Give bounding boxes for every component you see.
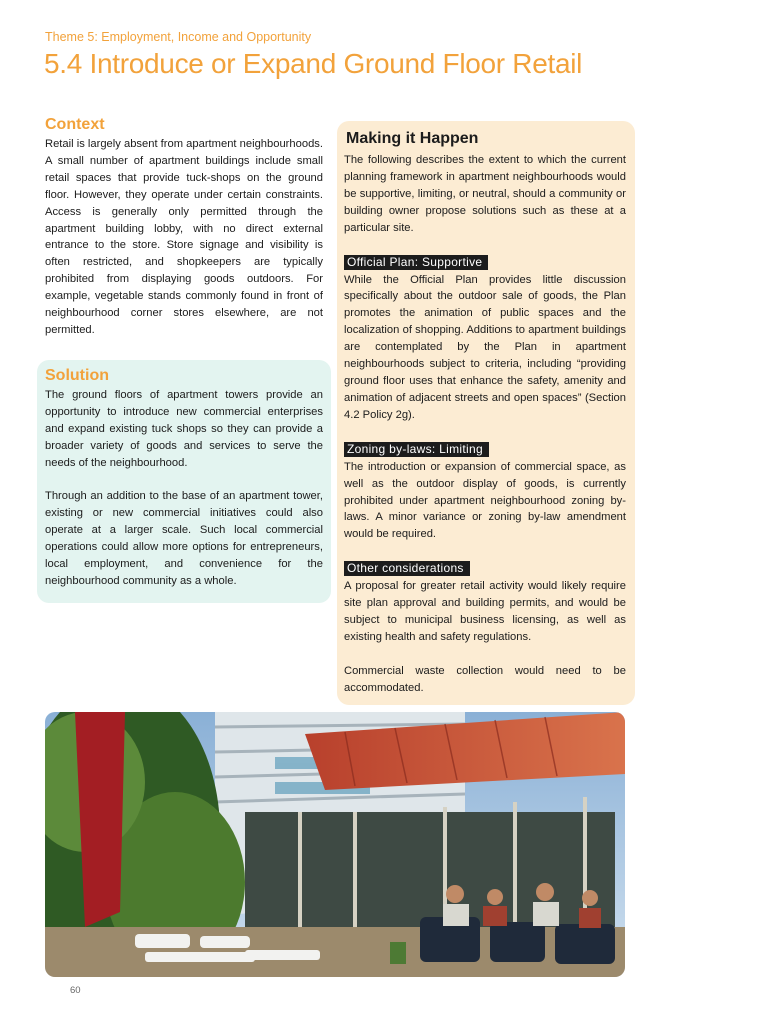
page-number: 60 [70, 985, 81, 996]
solution-paragraph-2: Through an addition to the base of an apartment tower, existing or new commercial initiatives could also operate at a larger scale. Such local commercial operations could allow more options for entrepreneurs, local employment, and convenience for the neighbourhood community as a whole. [45, 490, 323, 587]
solution-heading: Solution [45, 367, 109, 384]
solution-section [45, 367, 323, 590]
other-considerations-subheading: Other considerations [344, 561, 470, 576]
context-body: Retail is largely absent from apartment neighbourhoods. A small number of apartment buildings include small retail spaces that provide tuck-shops on the ground floor. However, they operate under certain constraints. Access is generally only permitted through the apartment building lobby, with no direct external entrance to the store. Store signage and visibility is often restricted, and shopkeepers are typically prohibited from displaying goods outdoors. For example, vegetable stands commonly found in front of neighbourhood corner stores elsewhere, are not permitted. [45, 138, 323, 336]
making-it-happen-heading: Making it Happen [346, 130, 479, 147]
official-plan-subheading: Official Plan: Supportive [344, 255, 488, 270]
making-it-happen-intro: The following describes the extent to which the current planning framework in apartment neighbourhoods would be supportive, limiting, or neutral, should a community or building owner propose solutions such as these at a particular site. [344, 154, 626, 234]
zoning-body: The introduction or expansion of commercial space, as well as the outdoor display of goods, is currently prohibited under apartment neighbourhood zoning by-laws. A minor variance or zoning by-law amendment would be required. [344, 460, 626, 541]
photo-illustration [45, 712, 625, 977]
context-section [45, 116, 323, 339]
other-considerations-body-1: A proposal for greater retail activity would likely require site plan approval and building permits, and would be subject to municipal business licensing, as well as existing health and safety regulations. [344, 580, 626, 643]
official-plan-body: While the Official Plan provides little discussion specifically about the outdoor sale of goods, the Plan promotes the animation of public spaces and the localization of shopping. Additions to apartment buildings are contemplated by the Plan in apartment neighbourhoods subject to criteria, including “providing ground floor uses that enhance the safety, amenity and animation of adjacent streets and open spaces” (Section 4.2 Policy 2g). [344, 273, 626, 421]
other-considerations-body-2: Commercial waste collection would need to be accommodated. [344, 664, 626, 694]
context-heading: Context [45, 116, 105, 133]
theme-label: Theme 5: Employment, Income and Opportunity [45, 30, 312, 44]
solution-paragraph-1: The ground floors of apartment towers provide an opportunity to introduce new commercial enterprises and expand existing tuck shops so they can provide a broader variety of goods and services to serve the needs of the neighbourhood. [45, 389, 323, 469]
storefront-patio-photo [45, 712, 625, 977]
making-it-happen-section [344, 130, 626, 697]
zoning-subheading: Zoning by-laws: Limiting [344, 442, 489, 457]
page-title: 5.4 Introduce or Expand Ground Floor Retail [44, 48, 583, 79]
